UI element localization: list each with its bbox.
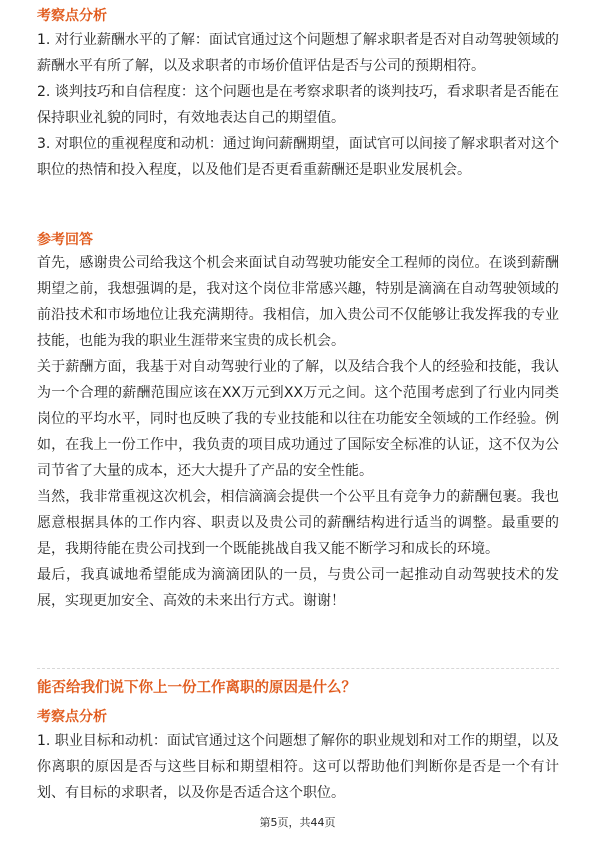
- section-heading-reference-answer: 参考回答: [37, 232, 93, 248]
- analysis-item: 3. 对职位的重视程度和动机：通过询问薪酬期望，面试官可以间接了解求职者对这个职位的热情和投入程度，以及他们是否更看重薪酬还是职业发展机会。: [37, 136, 559, 178]
- answer-paragraph: 最后，我真诚地希望能成为滴滴团队的一员，与贵公司一起推动自动驾驶技术的发展，实现更加安全、高效的未来出行方式。谢谢！: [37, 567, 559, 609]
- page-number: 第5页，共44页: [259, 816, 336, 829]
- section-heading-analysis: 考察点分析: [37, 8, 107, 24]
- analysis-item: 1. 对行业薪酬水平的了解：面试官通过这个问题想了解求职者是否对自动驾驶领域的薪酬水平有所了解，以及求职者的市场价值评估是否与公司的预期相符。: [37, 32, 559, 74]
- analysis-item: 1. 职业目标和动机：面试官通过这个问题想了解你的职业规划和对工作的期望，以及你离职的原因是否与这些目标和期望相符。这可以帮助他们判断你是否是一个有计划、有目标的求职者，以及你是否适合这个职位。: [37, 733, 559, 801]
- analysis-list-2: [37, 728, 559, 806]
- answer-paragraph: 关于薪酬方面，我基于对自动驾驶行业的了解，以及结合我个人的经验和技能，我认为一个合理的薪酬范围应该在XX万元到XX万元之间。这个范围考虑到了行业内同类岗位的平均水平，同时也反映了我的专业技能和以往在功能安全领域的工作经验。例如，在我上一份工作中，我负责的项目成功通过了国际安全标准的认证，这不仅为公司节省了大量的成本，还大大提升了产品的安全性能。: [37, 359, 559, 479]
- answer-paragraph: 首先，感谢贵公司给我这个机会来面试自动驾驶功能安全工程师的岗位。在谈到薪酬期望之前，我想强调的是，我对这个岗位非常感兴趣，特别是滴滴在自动驾驶领域的前沿技术和市场地位让我充满期待。我相信，加入贵公司不仅能够让我发挥我的专业技能，也能为我的职业生涯带来宝贵的成长机会。: [37, 255, 559, 349]
- answer-paragraph: 当然，我非常重视这次机会，相信滴滴会提供一个公平且有竞争力的薪酬包裹。我也愿意根据具体的工作内容、职责以及贵公司的薪酬结构进行适当的调整。最重要的是，我期待能在贵公司找到一个既能挑战自我又能不断学习和成长的环境。: [37, 489, 559, 557]
- reference-answer: [37, 250, 559, 614]
- question-title: 能否给我们说下你上一份工作离职的原因是什么？: [37, 680, 356, 696]
- analysis-list: [37, 27, 559, 183]
- analysis-item: 2. 谈判技巧和自信程度：这个问题也是在考察求职者的谈判技巧，看求职者是否能在保持职业礼貌的同时，有效地表达自己的期望值。: [37, 84, 559, 126]
- section-divider: [37, 668, 559, 669]
- section-heading-analysis-2: 考察点分析: [37, 709, 107, 725]
